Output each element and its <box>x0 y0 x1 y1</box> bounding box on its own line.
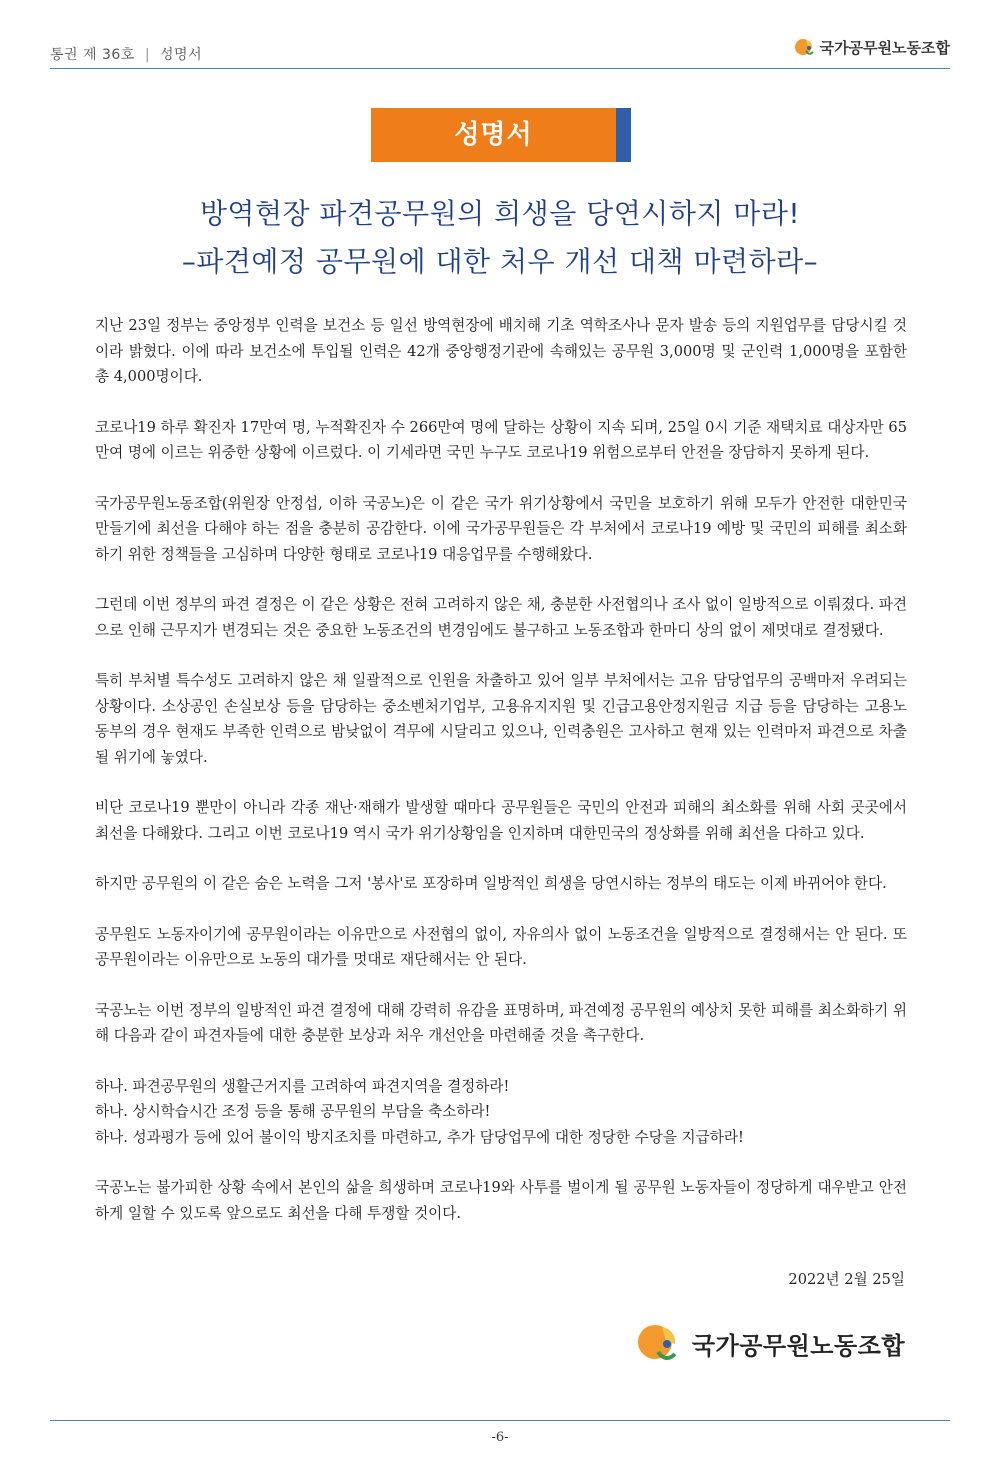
paragraph: 하지만 공무원의 이 같은 숨은 노력을 그저 '봉사'로 포장하며 일방적인 희생을 당연시하는 정부의 태도는 이제 바뀌어야 한다. <box>95 875 887 892</box>
footer-org-name: 국가공무원노동조합 <box>691 1331 905 1360</box>
demands-list <box>95 1074 907 1151</box>
paragraph: 공무원도 노동자이기에 공무원이라는 이유만으로 사전협의 없이, 자유의사 없이 노동조건을 일방적으로 결정해서는 안 된다. 또 공무원이라는 이유만으로 노동의 대가를 멋대로 재단해서는 안 된다. <box>95 925 907 968</box>
main-title: 방역현장 파견공무원의 희생을 당연시하지 마라! <box>199 197 801 230</box>
union-logo-icon <box>794 36 816 58</box>
statement-date: 2022년 2월 25일 <box>788 1271 905 1288</box>
sub-title: –파견예정 공무원에 대한 처우 개선 대책 마련하라– <box>181 245 819 278</box>
issue-number: 통권 제 36호 <box>50 47 135 63</box>
paragraph: 국가공무원노동조합(위원장 안정섭, 이하 국공노)은 이 같은 국가 위기상황에서 국민을 보호하기 위해 모두가 안전한 대한민국 만들기에 최선을 다해야 하는 점을 충분히 공감한다. 이에 국가공무원들은 각 부처에서 코로나19 예방 및 국민의 피해를 최소화하기 위한 정책들을 고심하며 다양한 형태로 코로나19 대응업무를 수행해왔다. <box>95 494 908 563</box>
header-org-name: 국가공무원노동조합 <box>819 38 950 57</box>
header-rule <box>50 68 950 69</box>
demand-item: 하나. 파견공무원의 생활근거지를 고려하여 파견지역을 결정하라! <box>95 1077 510 1095</box>
statement-badge <box>371 108 631 162</box>
statement-body <box>95 313 907 1251</box>
paragraph: 지난 23일 정부는 중앙정부 인력을 보건소 등 일선 방역현장에 배치해 기초 역학조사나 문자 발송 등의 지원업무를 담당시킬 것이라 밝혔다. 이에 따라 보건소에 투입될 인력은 42개 중앙행정기관에 속해있는 공무원 3,000명 및 군인력 1,000명을 포함한 총 4,000명이다. <box>95 317 907 385</box>
union-logo-icon <box>636 1322 684 1364</box>
statement-badge-label: 성명서 <box>371 108 616 162</box>
paragraph: 국공노는 이번 정부의 일방적인 파견 결정에 대해 강력히 유감을 표명하며, 파견예정 공무원의 예상치 못한 피해를 최소화하기 위해 다음과 같이 파견자들에 대한 충분한 보상과 처우 개선안을 마련해줄 것을 촉구한다. <box>95 1001 907 1044</box>
paragraph: 비단 코로나19 뿐만이 아니라 각종 재난·재해가 발생할 때마다 공무원들은 국민의 안전과 피해의 최소화를 위해 사회 곳곳에서 최선을 다해왔다. 그리고 이번 코로나19 역시 국가 위기상황임을 인지하며 대한민국의 정상화를 위해 최선을 다하고 있다. <box>95 799 907 842</box>
demand-item: 하나. 상시학습시간 조정 등을 통해 공무원의 부담을 축소하라! <box>95 1103 491 1120</box>
header-section: 성명서 <box>160 47 203 63</box>
paragraph: 코로나19 하루 확진자 17만여 명, 누적확진자 수 266만여 명에 달하는 상황이 지속 되며, 25일 0시 기준 재택치료 대상자만 65만여 명에 이르는 위중한 상황에 이르렀다. 이 기세라면 국민 누구도 코로나19 위험으로부터 안전을 장담하지 못하게 된다. <box>95 418 907 461</box>
demand-item: 하나. 성과평가 등에 있어 불이익 방지조치를 마련하고, 추가 담당업무에 대한 정당한 수당을 지급하라! <box>95 1128 744 1146</box>
header-meta <box>50 44 202 64</box>
closing-paragraph: 국공노는 불가피한 상황 속에서 본인의 삶을 희생하며 코로나19와 사투를 벌이게 될 공무원 노동자들이 정당하게 대우받고 안전하게 일할 수 있도록 앞으로도 최선을 다해 투쟁할 것이다. <box>95 1179 907 1222</box>
header-divider: | <box>144 47 151 63</box>
page-number: -6- <box>491 1430 509 1445</box>
footer-logo <box>636 1322 905 1364</box>
paragraph: 특히 부처별 특수성도 고려하지 않은 채 일괄적으로 인원을 차출하고 있어 일부 부처에서는 고유 담당업무의 공백마저 우려되는 상황이다. 소상공인 손실보상 등을 담당하는 중소벤처기업부, 고용유지지원 및 긴급고용안정지원금 지급 등을 담당하는 고용노동부의 경우 현재도 부족한 인력으로 밤낮없이 격무에 시달리고 있으나, 인력충원은 고사하고 현재 있는 인력마저 파견으로 차출될 위기에 놓였다. <box>95 672 907 766</box>
paragraph: 그런데 이번 정부의 파견 결정은 이 같은 상황은 전혀 고려하지 않은 채, 충분한 사전협의나 조사 없이 일방적으로 이뤄졌다. 파견으로 인해 근무지가 변경되는 것은 중요한 노동조건의 변경임에도 불구하고 노동조합과 한마디 상의 없이 제멋대로 결정됐다. <box>95 596 907 639</box>
header-logo <box>794 36 950 58</box>
footer-rule <box>50 1420 950 1421</box>
statement-badge-accent <box>616 108 631 162</box>
